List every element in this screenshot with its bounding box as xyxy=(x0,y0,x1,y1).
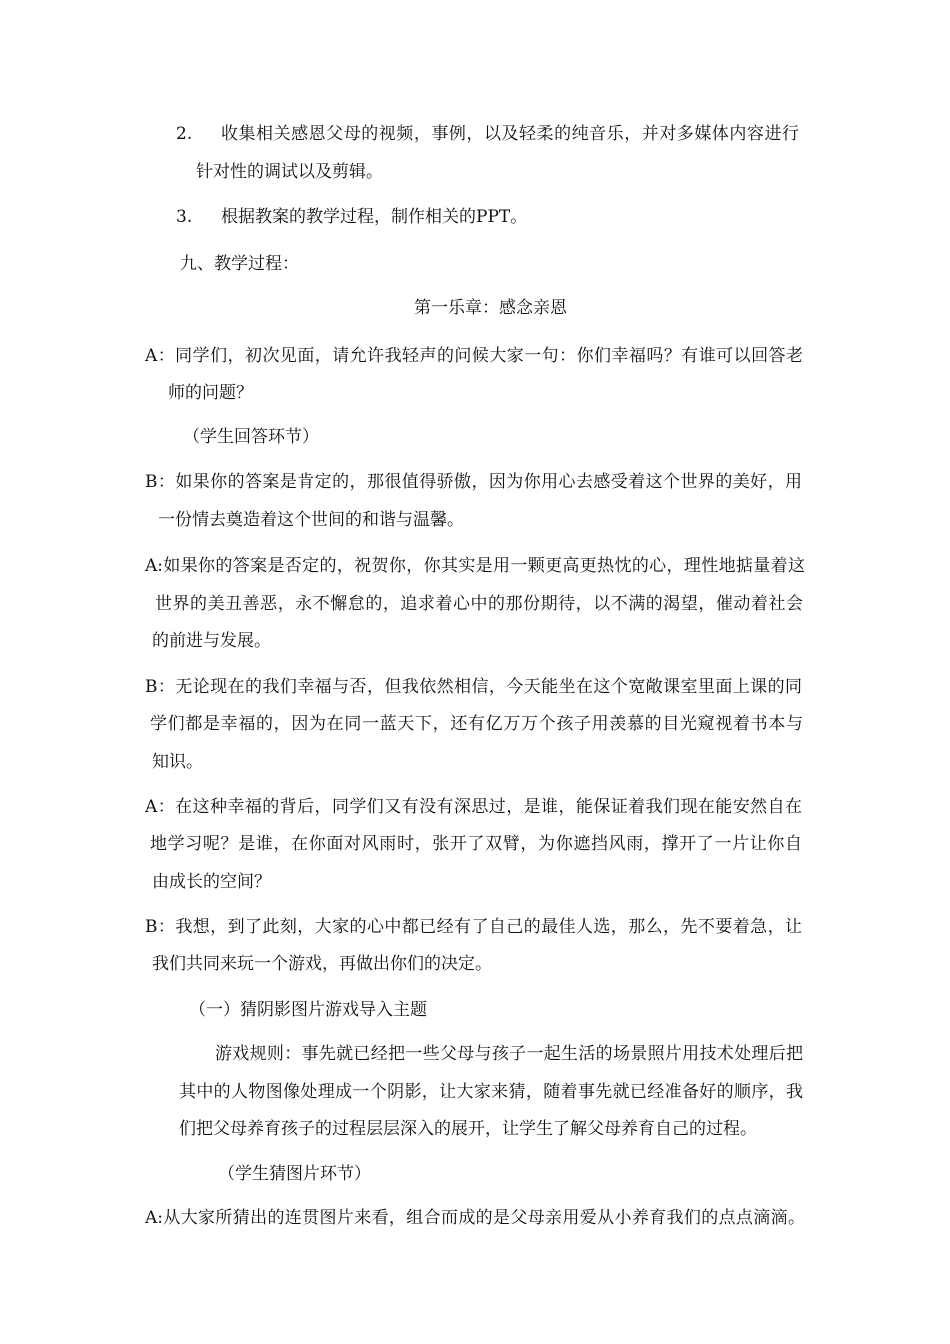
dialogue-line: 由成长的空间？ xyxy=(152,872,271,892)
dialogue-line: 的前进与发展。 xyxy=(152,631,271,651)
list-number: 2. xyxy=(176,124,193,144)
chapter-title: 第一乐章：感念亲恩 xyxy=(414,298,567,318)
game-rules-line: 游戏规则：事先就已经把一些父母与孩子一起生活的场景照片用技术处理后把 xyxy=(215,1044,803,1064)
dialogue-line: A：在这种幸福的背后，同学们又有没有深思过，是谁，能保证着我们现在能安然自在 xyxy=(145,797,802,817)
subsection-heading: （一）猜阴影图片游戏导入主题 xyxy=(189,1000,427,1020)
list-item-text: 针对性的调试以及剪辑。 xyxy=(196,162,383,182)
section-heading: 九、教学过程： xyxy=(180,254,299,274)
dialogue-line: B：我想，到了此刻，大家的心中都已经有了自己的最佳人选，那么，先不要着急，让 xyxy=(145,917,802,937)
list-item-text: 根据教案的教学过程，制作相关的PPT。 xyxy=(221,207,528,227)
dialogue-line: 师的问题？ xyxy=(168,383,253,403)
game-rules-line: 们把父母养育孩子的过程层层深入的展开，让学生了解父母养育自己的过程。 xyxy=(179,1119,757,1139)
dialogue-line: A:从大家所猜出的连贯图片来看，组合而成的是父母亲用爱从小养育我们的点点滴滴。 xyxy=(145,1208,805,1228)
dialogue-line: A：同学们，初次见面，请允许我轻声的问候大家一句：你们幸福吗？有谁可以回答老 xyxy=(145,346,803,366)
dialogue-line: 知识。 xyxy=(152,752,203,772)
dialogue-line: 我们共同来玩一个游戏，再做出你们的决定。 xyxy=(152,954,492,974)
list-number: 3. xyxy=(176,207,193,227)
game-rules-line: 其中的人物图像处理成一个阴影，让大家来猜，随着事先就已经准备好的顺序，我 xyxy=(179,1082,803,1102)
stage-note: （学生猜图片环节） xyxy=(218,1164,371,1184)
dialogue-line: 一份情去奠造着这个世间的和谐与温馨。 xyxy=(158,510,464,530)
dialogue-line: 世界的美丑善恶，永不懈怠的，追求着心中的那份期待，以不满的渴望，催动着社会 xyxy=(155,594,803,614)
stage-note: （学生回答环节） xyxy=(183,427,319,447)
dialogue-line: 地学习呢？是谁，在你面对风雨时，张开了双臂，为你遮挡风雨，撑开了一片让你自 xyxy=(150,834,802,854)
dialogue-line: B：如果你的答案是肯定的，那很值得骄傲，因为你用心去感受着这个世界的美好，用 xyxy=(145,472,802,492)
dialogue-line: 学们都是幸福的，因为在同一蓝天下，还有亿万万个孩子用羡慕的目光窥视着书本与 xyxy=(150,714,803,734)
list-item-text: 收集相关感恩父母的视频，事例，以及轻柔的纯音乐，并对多媒体内容进行 xyxy=(221,124,799,144)
dialogue-line: B：无论现在的我们幸福与否，但我依然相信，今天能坐在这个宽敞课室里面上课的同 xyxy=(145,677,802,697)
dialogue-line: A:如果你的答案是否定的，祝贺你，你其实是用一颗更高更热忱的心，理性地掂量着这 xyxy=(145,556,805,576)
